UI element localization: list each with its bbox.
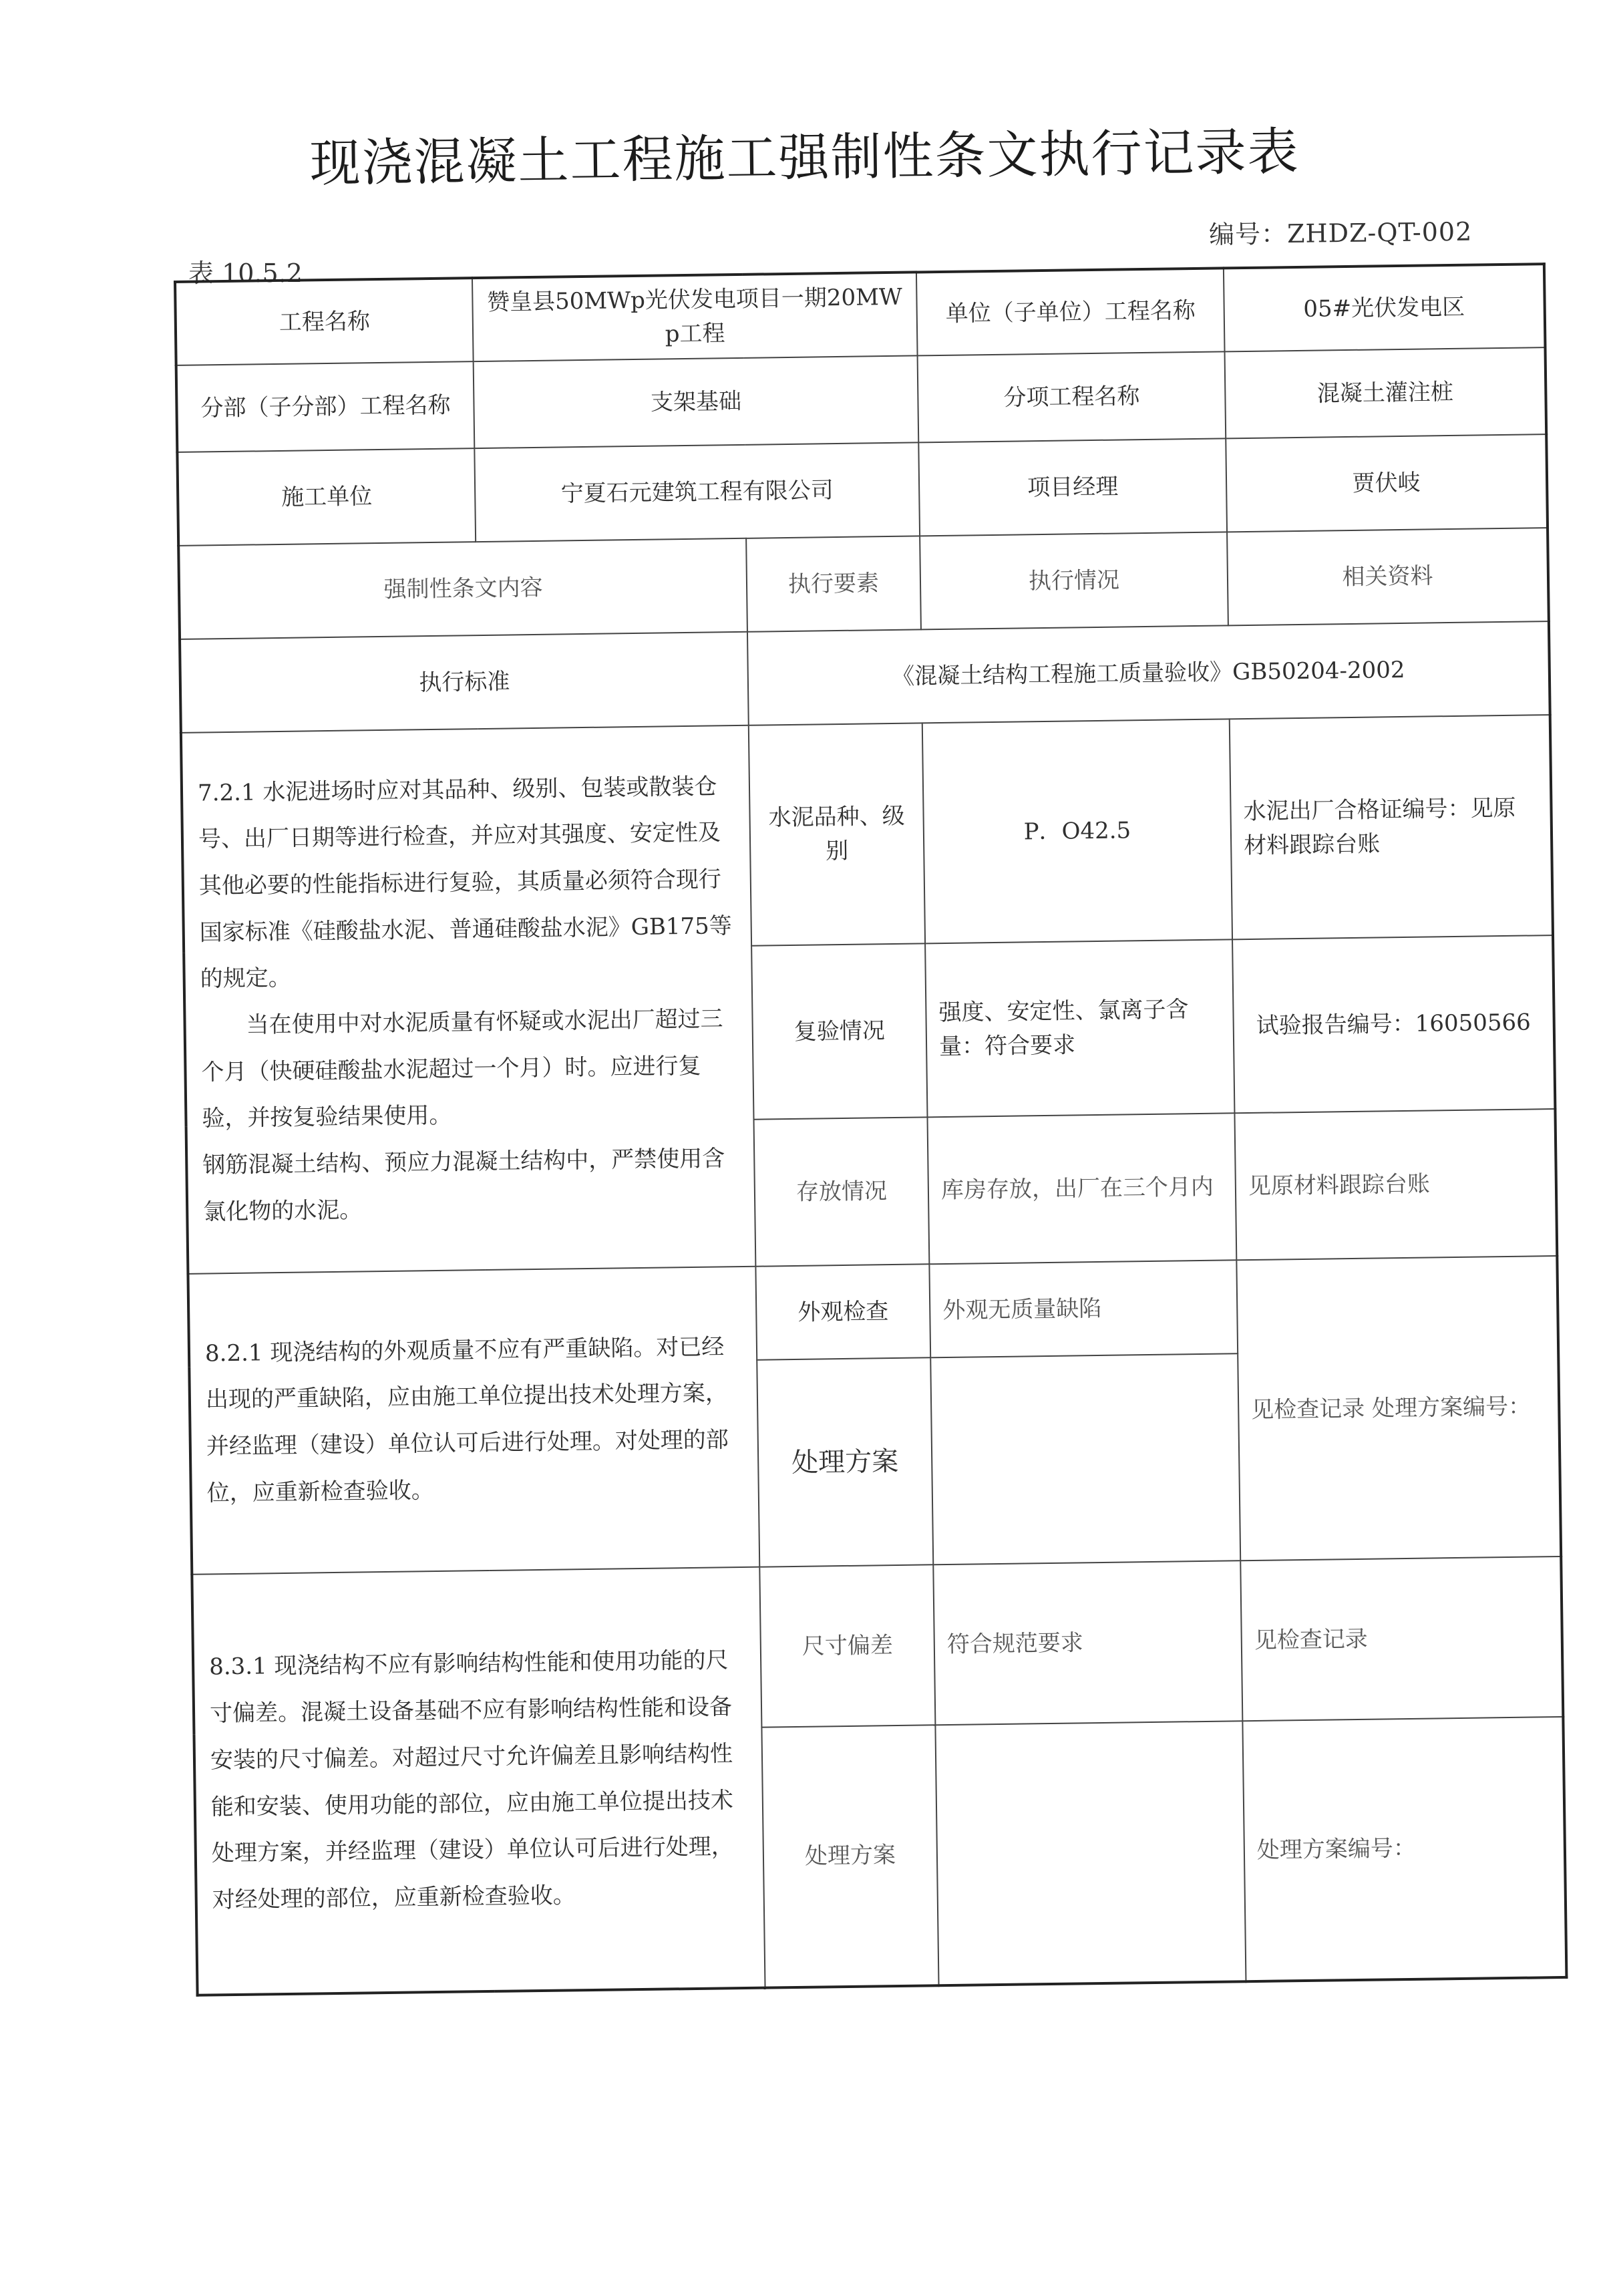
status-cell xyxy=(935,1721,1246,1985)
standard-value: 《混凝土结构工程施工质量验收》GB50204-2002 xyxy=(747,621,1550,725)
project-name-label: 工程名称 xyxy=(175,278,474,365)
col-status-header: 执行情况 xyxy=(920,532,1228,629)
docs-cell: 见检查记录 xyxy=(1240,1556,1563,1721)
page-title: 现浇混凝土工程施工强制性条文执行记录表 xyxy=(309,121,1300,194)
docs-cell: 水泥出厂合格证编号：见原材料跟踪台账 xyxy=(1230,715,1553,939)
clause-row xyxy=(181,715,1553,953)
clause-paragraph: 钢筋混凝土结构、预应力混凝土结构中，严禁使用含氯化物的水泥。 xyxy=(202,1145,725,1226)
subitem-value: 混凝土灌注桩 xyxy=(1225,347,1547,438)
clause-paragraph: 当在使用中对水泥质量有怀疑或水泥出厂超过三个月（快硬硅酸盐水泥超过一个月）时。应进行复验，并按复验结果使用。 xyxy=(201,1005,723,1132)
status-cell xyxy=(930,1353,1240,1565)
manager-value: 贾伏岐 xyxy=(1226,434,1548,532)
standard-label: 执行标准 xyxy=(180,632,749,733)
element-cell: 外观检查 xyxy=(755,1264,930,1359)
manager-label: 项目经理 xyxy=(918,438,1227,536)
header-row-contractor xyxy=(177,434,1548,546)
docs-cell: 试验报告编号：16050566 xyxy=(1232,935,1555,1113)
clause-paragraph: 7.2.1 水泥进场时应对其品种、级别、包装或散装仓号、出厂日期等进行检查，并应对其强度、安定性及其他必要的性能指标进行复验，其质量必须符合现行国家标准《硅酸盐水泥、普通硅酸盐水泥》GB175等的规定。 xyxy=(197,772,733,993)
clause-row xyxy=(192,1556,1563,1735)
record-table xyxy=(174,263,1568,1997)
col-element-header: 执行要素 xyxy=(746,536,921,631)
status-cell: 外观无质量缺陷 xyxy=(929,1260,1238,1357)
clause-paragraph: 8.2.1 现浇结构的外观质量不应有严重缺陷。对已经出现的严重缺陷，应由施工单位提出技术处理方案，并经监理（建设）单位认可后进行处理。对处理的部位，应重新检查验收。 xyxy=(204,1333,729,1507)
division-value: 支架基础 xyxy=(474,355,919,448)
clause-text-7-2-1 xyxy=(181,725,756,1274)
element-cell: 处理方案 xyxy=(757,1357,933,1567)
table-number: 表 10.5.2 xyxy=(188,259,303,288)
element-cell: 尺寸偏差 xyxy=(759,1565,935,1727)
clause-text-8-2-1 xyxy=(188,1267,759,1575)
status-cell: 符合规范要求 xyxy=(933,1561,1242,1725)
standard-row xyxy=(180,621,1550,733)
element-cell: 水泥品种、级别 xyxy=(749,723,925,945)
project-name-value: 赞皇县50MWp光伏发电项目一期20MWp工程 xyxy=(472,272,918,361)
element-cell: 复验情况 xyxy=(751,943,927,1119)
division-label: 分部（子分部）工程名称 xyxy=(176,361,475,452)
subitem-label: 分项工程名称 xyxy=(918,351,1226,442)
status-cell: 库房存放，出厂在三个月内 xyxy=(928,1113,1237,1264)
docs-cell: 见检查记录 处理方案编号： xyxy=(1236,1256,1561,1561)
element-cell: 存放情况 xyxy=(754,1117,930,1266)
column-header-row xyxy=(178,528,1549,639)
status-cell: 强度、安定性、氯离子含量：符合要求 xyxy=(925,939,1234,1117)
contractor-label: 施工单位 xyxy=(177,448,476,546)
unit-project-value: 05#光伏发电区 xyxy=(1224,264,1546,351)
clause-text-8-3-1 xyxy=(192,1567,765,1995)
docs-cell: 处理方案编号： xyxy=(1242,1717,1566,1981)
col-docs-header: 相关资料 xyxy=(1227,528,1549,625)
document-code: 编号：ZHDZ-QT-002 xyxy=(1208,216,1473,250)
unit-project-label: 单位（子单位）工程名称 xyxy=(916,268,1225,355)
clause-row xyxy=(188,1256,1558,1367)
col-content-header: 强制性条文内容 xyxy=(178,538,747,639)
element-cell: 处理方案 xyxy=(761,1725,938,1987)
contractor-value: 宁夏石元建筑工程有限公司 xyxy=(474,442,920,542)
status-cell: P．O42.5 xyxy=(922,719,1232,943)
clause-paragraph: 8.3.1 现浇结构不应有影响结构性能和使用功能的尺寸偏差。混凝土设备基础不应有影响结构性能和设备安装的尺寸偏差。对超过尺寸允许偏差且影响结构性能和安装、使用功能的部位，应由施工单位提出技术处理方案，并经监理（建设）单位认可后进行处理，对经处理的部位，应重新检查验收。 xyxy=(208,1647,735,1914)
docs-cell: 见原材料跟踪台账 xyxy=(1234,1109,1557,1260)
record-sheet xyxy=(174,263,1567,2118)
